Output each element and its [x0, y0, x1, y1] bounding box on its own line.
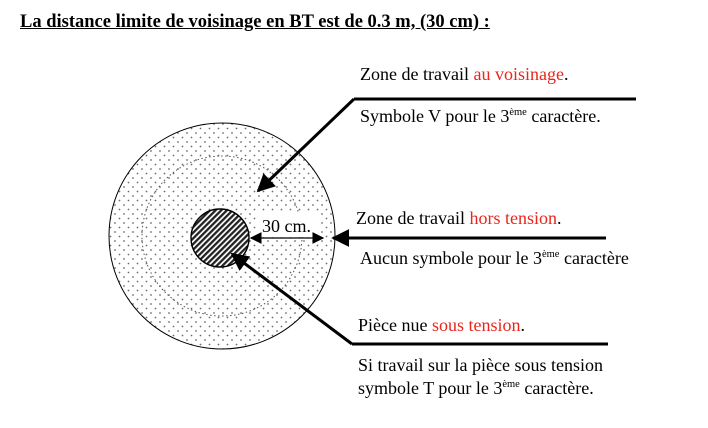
zone-voisinage-highlight: au voisinage — [473, 64, 564, 84]
live-part-circle — [191, 209, 249, 267]
zone-voisinage-heading: Zone de travail au voisinage. — [360, 64, 569, 84]
piece-nue-heading: Pièce nue sous tension. — [358, 315, 525, 335]
piece-nue-symbol: symbole T pour le 3ème caractère. — [358, 378, 594, 398]
page-title: La distance limite de voisinage en BT est de 0.3 m, (30 cm) : — [20, 12, 490, 32]
zone-hors-tension-heading: Zone de travail hors tension. — [356, 208, 562, 228]
piece-nue-line1: Si travail sur la pièce sous tension — [358, 355, 603, 375]
zone-hors-tension-highlight: hors tension — [469, 208, 557, 228]
zone-voisinage-symbol: Symbole V pour le 3ème caractère. — [360, 106, 601, 126]
piece-nue-highlight: sous tension — [431, 315, 521, 335]
zone-hors-tension-symbol: Aucun symbole pour le 3ème caractère — [360, 248, 629, 268]
dimension-label: 30 cm. — [262, 216, 311, 236]
